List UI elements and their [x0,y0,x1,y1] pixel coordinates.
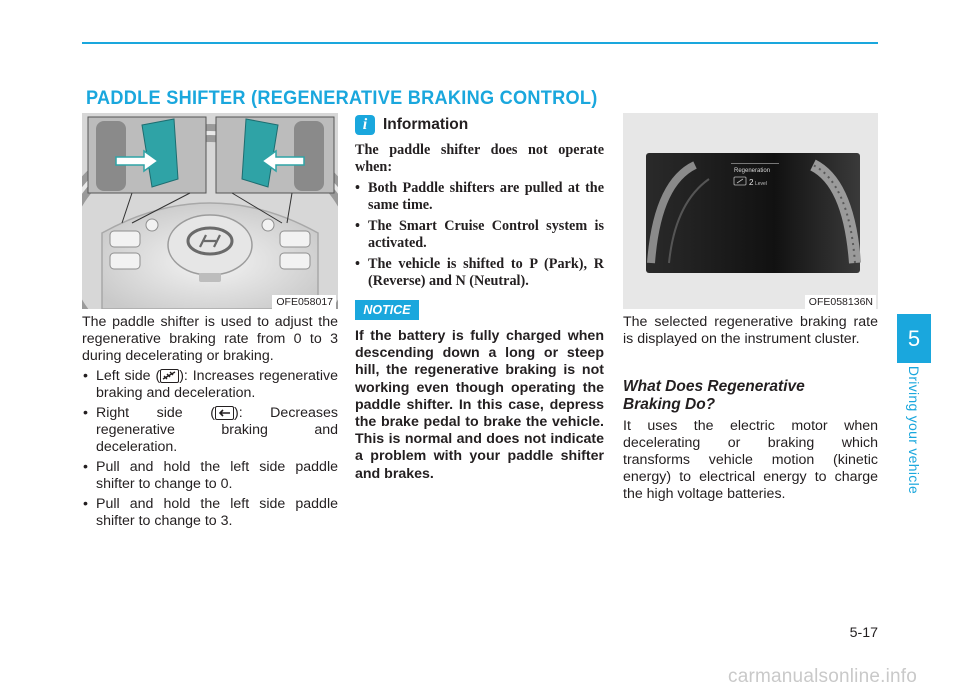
information-list [355,180,604,290]
regenerative-braking-text [623,314,878,503]
decrease-gear-icon [160,369,179,383]
list-item: • The vehicle is shifted to P (Park), R (Reverse) and N (Neutral). [355,256,604,290]
intro-paragraph: The paddle shifter is used to adjust the regenerative braking rate from 0 to 3 during decelerating or braking. [82,314,338,364]
list-item: • Pull and hold the left side paddle shifter to change to 0. [82,459,338,493]
info-icon: i [355,115,375,135]
steering-wheel-illustration [82,113,338,309]
paddle-bullet-list [82,368,338,530]
list-item: • Right side ( ): Decreases regenerative braking and deceleration. [82,405,338,456]
figure-code: OFE058136N [805,295,876,309]
chapter-title: Driving your vehicle [906,365,922,495]
instrument-cluster-figure [623,113,878,309]
steering-wheel-figure [82,113,338,309]
list-item: • Both Paddle shifters are pulled at the same time. [355,180,604,214]
instrument-cluster-illustration [623,113,878,309]
list-item: • Pull and hold the left side paddle shifter to change to 3. [82,496,338,530]
list-item: • Left side ( ): Increases regenerative braking and deceleration. [82,368,338,402]
increase-gear-icon [215,406,234,420]
cluster-level-unit: Level [755,181,767,187]
notice-badge: NOTICE [355,300,419,320]
information-intro: The paddle shifter does not operate when: [355,142,604,175]
notice-text: If the battery is fully charged when descending down a long or steep hill, the regenerative braking is not working even though operating the paddle shifter. In this case, depress the brake pedal to brake the vehicle. This is normal and does not indicate a problem with your paddle shifter and brakes. [355,328,604,482]
chapter-tab: 5 [897,314,931,363]
page-number: 5-17 [849,625,878,641]
watermark: carmanualsonline.info [728,666,918,687]
figure-code: OFE058017 [272,295,336,309]
subsection-heading: What Does Regenerative Braking Do? [623,378,805,413]
list-item: • The Smart Cruise Control system is activated. [355,218,604,252]
header-rule [82,42,878,44]
information-title: Information [383,116,469,133]
cluster-screen-title: Regeneration [734,168,771,174]
cluster-display-paragraph: The selected regenerative braking rate is displayed on the instrument cluster. [623,314,878,347]
regenerative-description: It uses the electric motor when decelerating or braking which transforms vehicle motion (kinetic energy) to electrical energy to charge the high voltage batteries. [623,418,878,502]
section-title: PADDLE SHIFTER (REGENERATIVE BRAKING CONTROL) [86,87,598,109]
information-body [355,142,604,290]
cluster-level-value: 2 [749,178,754,187]
paddle-shifter-description [82,314,338,530]
